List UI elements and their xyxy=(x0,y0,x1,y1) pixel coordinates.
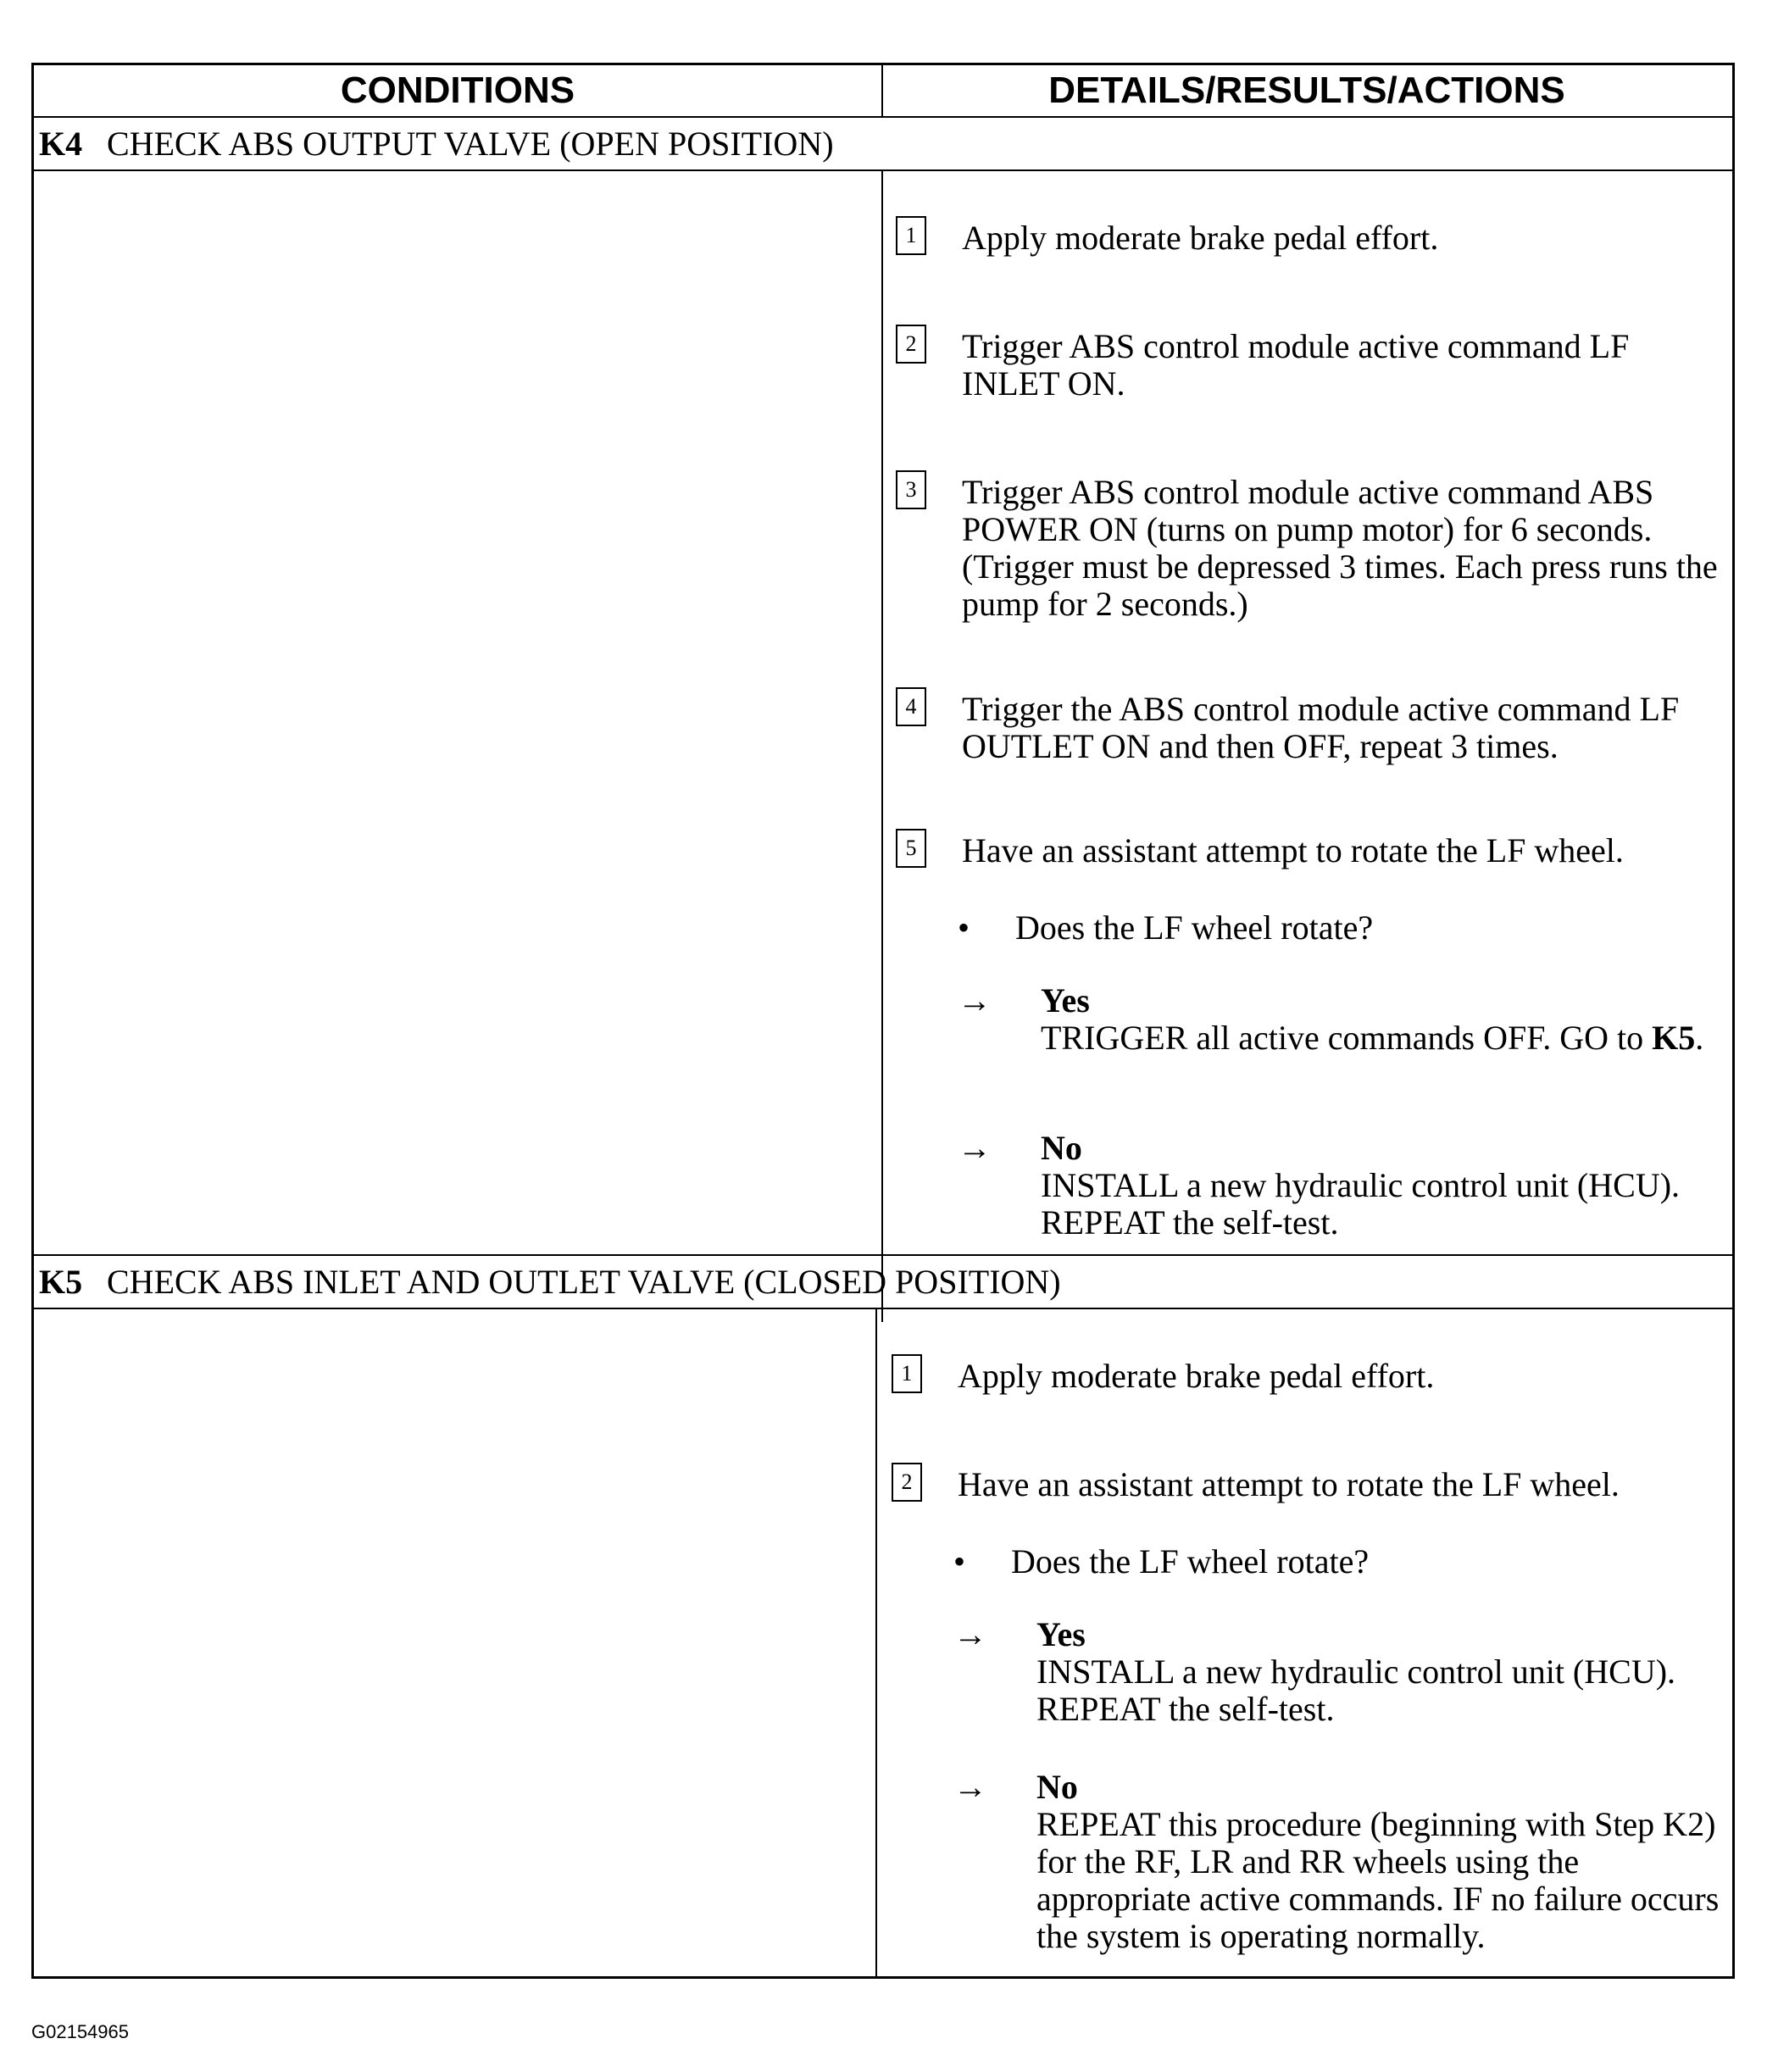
procedure-table xyxy=(31,63,1735,1979)
k4-step-4-text: Trigger the ABS control module active command LF OUTLET ON and then OFF, repeat 3 times. xyxy=(962,690,1680,765)
k4-no-content xyxy=(1041,1130,1702,1242)
k4-step-5-number: 5 xyxy=(896,829,926,868)
k4-title-divider xyxy=(34,169,1732,171)
k5-yes-text: INSTALL a new hydraulic control unit (HCU). REPEAT the self-test. xyxy=(1036,1653,1676,1728)
bullet-icon: • xyxy=(958,908,970,947)
arrow-right-icon: → xyxy=(953,1768,987,1806)
bullet-icon: • xyxy=(953,1542,966,1580)
k5-step-1-text: Apply moderate brake pedal effort. xyxy=(958,1357,1435,1395)
k5-no-label: No xyxy=(1036,1768,1078,1806)
k5-title-divider xyxy=(34,1308,1732,1309)
k4-yes-end: . xyxy=(1695,1019,1704,1057)
k5-step-1-number: 1 xyxy=(892,1354,922,1393)
k4-step-id: K4 xyxy=(39,125,83,163)
k5-section-title xyxy=(39,1256,1061,1307)
k5-step-id: K5 xyxy=(39,1263,83,1301)
conditions-header: CONDITIONS xyxy=(340,69,575,111)
k4-step-5-text: Have an assistant attempt to rotate the LF wheel. xyxy=(962,831,1624,869)
arrow-right-icon: → xyxy=(953,1615,987,1653)
header-column-divider xyxy=(881,65,883,116)
k4-yes-action xyxy=(1041,1019,1719,1057)
k4-step-1-number: 1 xyxy=(896,216,926,255)
k4-section-title xyxy=(39,118,834,169)
arrow-right-icon: → xyxy=(958,1129,992,1167)
k4-step-4-number: 4 xyxy=(896,687,926,726)
figure-code: G02154965 xyxy=(31,2021,129,2042)
k5-question-text: Does the LF wheel rotate? xyxy=(1011,1542,1370,1580)
arrow-right-icon: → xyxy=(958,981,992,1019)
k4-step-3-text: Trigger ABS control module active command ABS POWER ON (turns on pump motor) for 6 seconds. (Trigger must be depressed 3 times. Each press runs the pump for 2 seconds.) xyxy=(962,473,1718,623)
k4-yes-goto: K5 xyxy=(1652,1019,1696,1057)
k5-step-2-text: Have an assistant attempt to rotate the LF wheel. xyxy=(958,1465,1620,1503)
k5-no-content xyxy=(1036,1769,1725,1955)
k5-title: CHECK ABS INLET AND OUTLET VALVE (CLOSED POSITION) xyxy=(107,1263,1061,1301)
k4-step-2-text: Trigger ABS control module active command LF INLET ON. xyxy=(962,327,1630,403)
k4-column-divider xyxy=(881,169,883,1322)
k4-title: CHECK ABS OUTPUT VALVE (OPEN POSITION) xyxy=(107,125,834,163)
k4-yes-content xyxy=(1041,982,1719,1057)
k5-step-2-number: 2 xyxy=(892,1463,922,1502)
k4-no-label: No xyxy=(1041,1129,1082,1167)
details-header: DETAILS/RESULTS/ACTIONS xyxy=(1048,69,1565,111)
k4-no-text: INSTALL a new hydraulic control unit (HCU). REPEAT the self-test. xyxy=(1041,1166,1681,1242)
k4-step-1-text: Apply moderate brake pedal effort. xyxy=(962,219,1439,257)
k5-no-text: REPEAT this procedure (beginning with Step K2) for the RF, LR and RR wheels using the appropriate active commands. IF no failure occurs the system is operating normally. xyxy=(1036,1805,1720,1955)
k5-yes-label: Yes xyxy=(1036,1615,1086,1653)
k4-yes-text: TRIGGER all active commands OFF. GO to xyxy=(1041,1019,1644,1057)
k4-question-text: Does the LF wheel rotate? xyxy=(1015,908,1374,947)
k4-step-3-number: 3 xyxy=(896,470,926,509)
k4-yes-label: Yes xyxy=(1041,981,1090,1019)
k5-yes-content xyxy=(1036,1616,1698,1728)
k4-step-2-number: 2 xyxy=(896,325,926,364)
k5-column-divider xyxy=(875,1308,877,1976)
